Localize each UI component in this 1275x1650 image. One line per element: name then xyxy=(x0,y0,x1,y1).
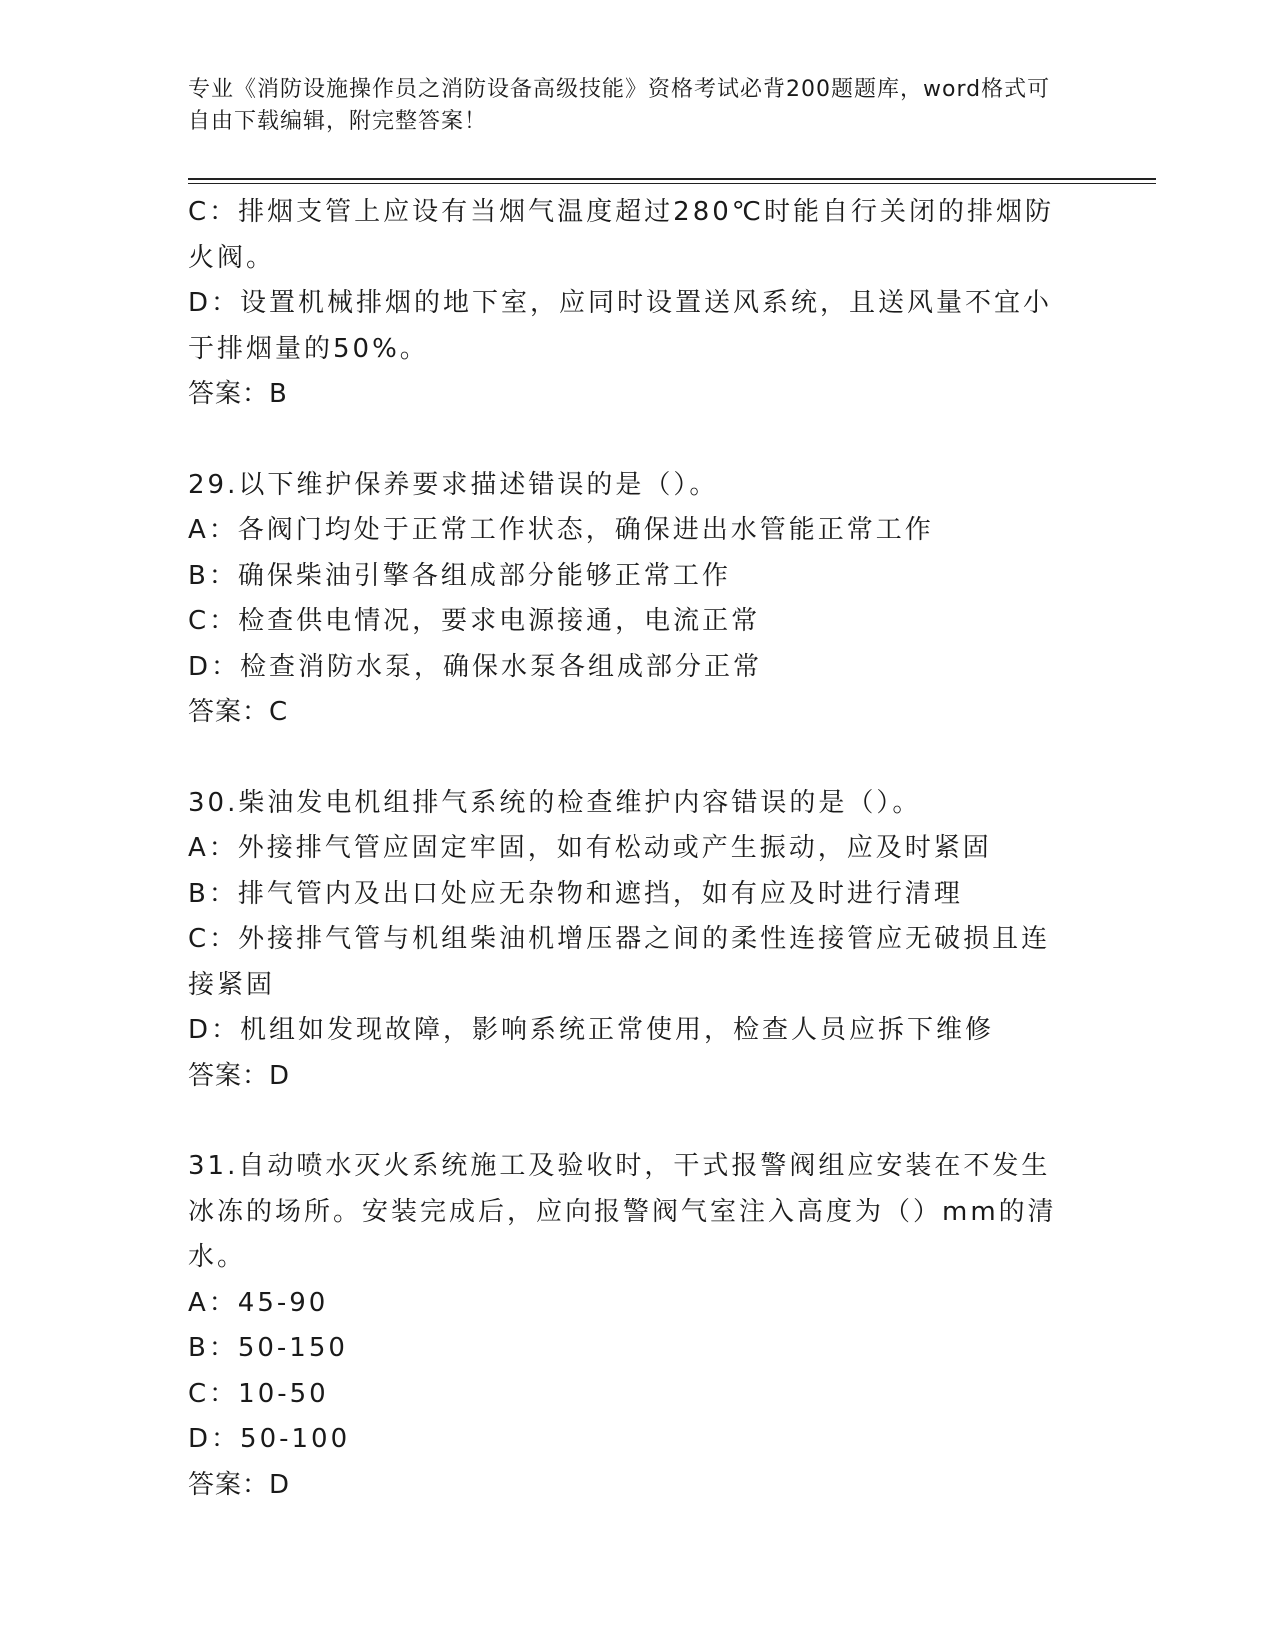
page-header: 专业《消防设施操作员之消防设备高级技能》资格考试必背200题题库，word格式可自由下载编辑，附完整答案！ xyxy=(188,77,1051,134)
option-a: A：外接排气管应固定牢固，如有松动或产生振动，应及时紧固 xyxy=(188,833,992,863)
partial-question xyxy=(188,190,1078,418)
option-d: D：机组如发现故障，影响系统正常使用，检查人员应拆下维修 xyxy=(188,1015,995,1045)
question-stem: 30.柴油发电机组排气系统的检查维护内容错误的是（）。 xyxy=(188,787,922,818)
option-b: B：排气管内及出口处应无杂物和遮挡，如有应及时进行清理 xyxy=(188,878,963,909)
question-30 xyxy=(188,781,1078,1100)
answer: 答案：C xyxy=(188,697,289,727)
header-rule-thick xyxy=(188,178,1156,180)
option-a: A：各阀门均处于正常工作状态，确保进出水管能正常工作 xyxy=(188,515,934,545)
option-b: B：确保柴油引擎各组成部分能够正常工作 xyxy=(188,560,731,591)
option-d: D：50-100 xyxy=(188,1424,351,1454)
document-body xyxy=(188,190,1078,1508)
option-c: C：10-50 xyxy=(188,1378,329,1409)
answer: 答案：D xyxy=(188,1469,291,1500)
option-c: C：排烟支管上应设有当烟气温度超过280℃时能自行关闭的排烟防火阀。 xyxy=(188,197,1054,273)
option-c: C：检查供电情况，要求电源接通，电流正常 xyxy=(188,606,761,636)
option-c: C：外接排气管与机组柴油机增压器之间的柔性连接管应无破损且连接紧固 xyxy=(188,924,1051,1000)
question-stem: 31.自动喷水灭火系统施工及验收时，干式报警阀组应安装在不发生冰冻的场所。安装完成后，应向报警阀气室注入高度为（）mm的清水。 xyxy=(188,1151,1057,1272)
question-stem: 29.以下维护保养要求描述错误的是（）。 xyxy=(188,469,719,500)
option-d: D：检查消防水泵，确保水泵各组成部分正常 xyxy=(188,651,763,682)
option-a: A：45-90 xyxy=(188,1287,329,1318)
option-b: B：50-150 xyxy=(188,1333,348,1363)
answer: 答案：D xyxy=(188,1060,291,1091)
question-31 xyxy=(188,1144,1078,1508)
option-d: D：设置机械排烟的地下室，应同时设置送风系统，且送风量不宜小于排烟量的50%。 xyxy=(188,288,1053,364)
answer: 答案：B xyxy=(188,379,288,409)
question-29 xyxy=(188,463,1078,736)
header-rule-thin xyxy=(188,183,1156,184)
